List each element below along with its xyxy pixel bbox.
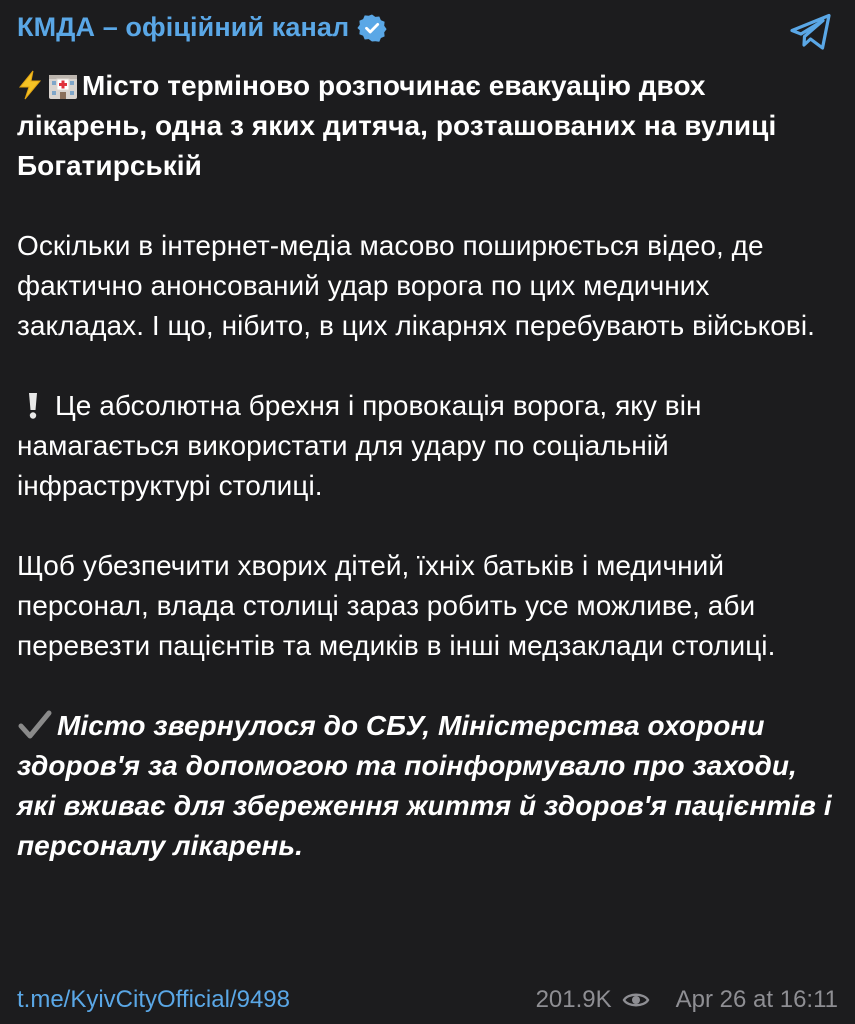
post-text [17, 66, 838, 866]
channel-name[interactable]: КМДА – офіційний канал [17, 12, 350, 42]
telegram-icon[interactable] [789, 12, 833, 52]
post-paragraph-3: Щоб убезпечити хворих дітей, їхніх батьків і медичний персонал, влада столиці зараз робить усе можливе, аби перевезти пацієнтів та медиків в інші медзаклади столиці. [17, 550, 776, 661]
post-paragraph-2 [17, 386, 838, 506]
post-title [17, 66, 838, 186]
exclamation-icon [25, 390, 41, 420]
eye-icon [622, 990, 650, 1010]
post-date: Apr 26 at 16:11 [675, 986, 838, 1013]
post-paragraph-4 [17, 706, 838, 866]
post-title-text: Місто терміново розпочинає евакуацію двох лікарень, одна з яких дитяча, розташованих на вулиці Богатирській [17, 70, 777, 181]
verified-badge-icon [357, 13, 387, 43]
channel-name-link[interactable] [17, 12, 387, 43]
post-header [17, 0, 838, 66]
post-paragraph-4-text: Місто звернулося до СБУ, Міністерства охорони здоров'я за допомогою та поінформувало про заходи, які вживає для збереження життя й здоров'я пацієнтів і персоналу лікарень. [17, 710, 832, 861]
check-mark-icon [17, 709, 53, 741]
lightning-icon [17, 70, 43, 100]
post-meta [536, 986, 838, 1014]
post-link[interactable]: t.me/KyivCityOfficial/9498 [17, 986, 290, 1013]
post-footer [17, 982, 838, 1018]
hospital-icon [47, 69, 79, 101]
view-count: 201.9K [535, 986, 612, 1013]
post-paragraph-1: Оскільки в інтернет-медіа масово поширюється відео, де фактично анонсований удар ворога по цих медичних закладах. І що, нібито, в цих лікарнях перебувають військові. [17, 230, 815, 341]
post-paragraph-2-text: Це абсолютна брехня і провокація ворога, яку він намагається використати для удару по соціальній інфраструктурі столиці. [17, 390, 702, 501]
